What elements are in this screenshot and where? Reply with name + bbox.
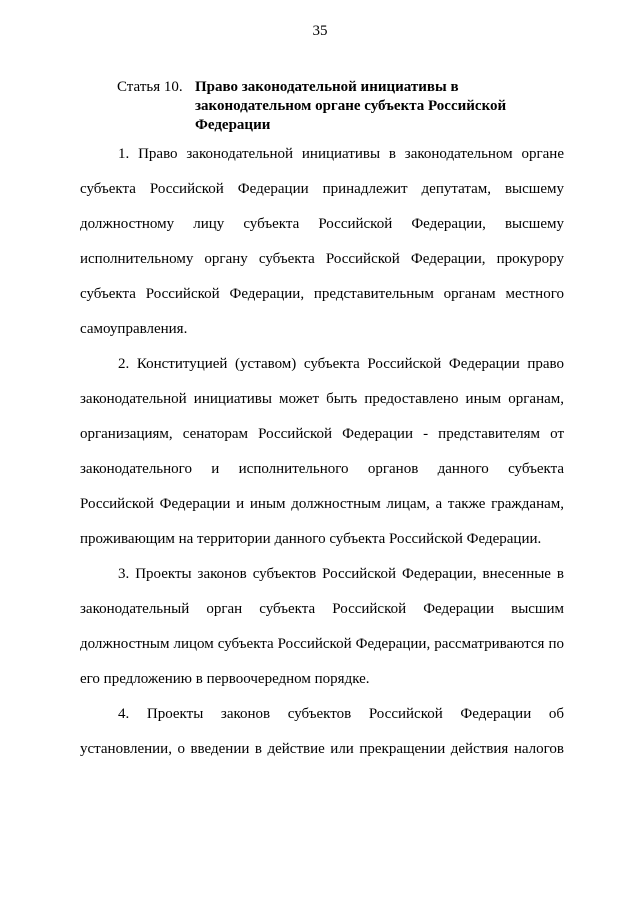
paragraph-3-line-4: его предложению в первоочередном порядке. (80, 671, 370, 687)
paragraph-2-line-1: 2. Конституцией (уставом) субъекта Российской Федерации право (118, 356, 564, 372)
paragraph-2-line-5: Российской Федерации и иным должностным лицам, а также гражданам, (80, 496, 564, 512)
article-heading (117, 78, 515, 135)
paragraph-2-line-4: законодательного и исполнительного органов данного субъекта (80, 461, 564, 477)
article-label: Статья 10. (117, 79, 183, 95)
paragraph-2-line-2: законодательной инициативы может быть предоставлено иным органам, (80, 391, 564, 407)
paragraph-1-line-4: исполнительному органу субъекта Российской Федерации, прокурору (80, 251, 564, 267)
paragraph-4-line-1: 4. Проекты законов субъектов Российской Федерации об (118, 706, 564, 722)
paragraph-1-line-6: самоуправления. (80, 321, 188, 337)
paragraph-3-line-2: законодательный орган субъекта Российской Федерации высшим (80, 601, 564, 617)
paragraph-1-line-5: субъекта Российской Федерации, представительным органам местного (80, 286, 564, 302)
paragraph-3-line-1: 3. Проекты законов субъектов Российской Федерации, внесенные в (118, 566, 564, 582)
paragraph-1-line-3: должностному лицу субъекта Российской Федерации, высшему (80, 216, 564, 232)
paragraph-1-line-2: субъекта Российской Федерации принадлежит депутатам, высшему (80, 181, 564, 197)
paragraph-4-line-2: установлении, о введении в действие или прекращении действия налогов (80, 741, 564, 757)
article-title: Право законодательной инициативы в законодательном органе субъекта Российской Федерации (195, 79, 507, 133)
paragraph-2-line-6: проживающим на территории данного субъекта Российской Федерации. (80, 531, 542, 547)
paragraph-2-line-3: организациям, сенаторам Российской Федерации - представителям от (80, 426, 564, 442)
paragraph-3-line-3: должностным лицом субъекта Российской Федерации, рассматриваются по (80, 636, 564, 652)
page-number: 35 (312, 23, 328, 39)
paragraph-1-line-1: 1. Право законодательной инициативы в законодательном органе (118, 146, 564, 162)
